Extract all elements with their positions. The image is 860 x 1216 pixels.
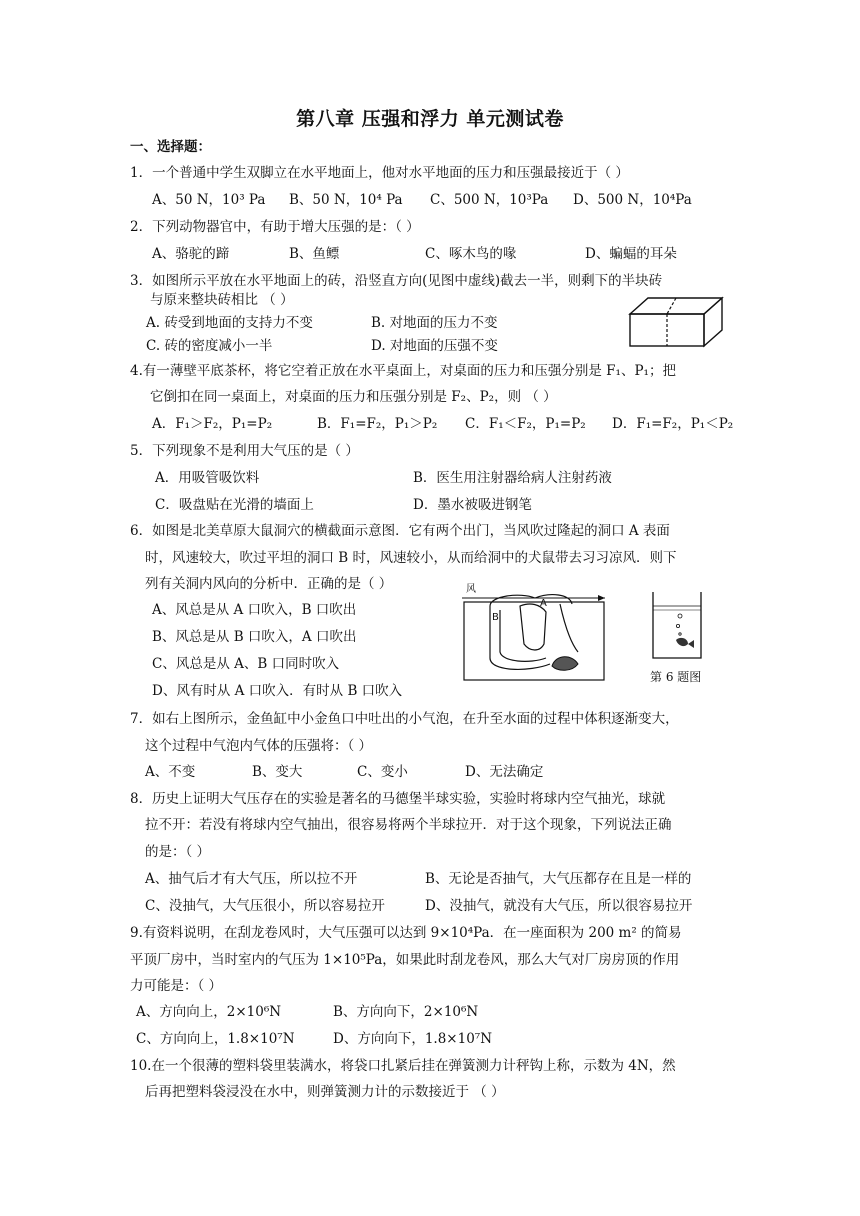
q2-option-d: D、蝙蝠的耳朵 (585, 246, 677, 262)
page-title: 第八章 压强和浮力 单元测试卷 (296, 108, 564, 130)
q6-option-d: D、风有时从 A 口吹入．有时从 B 口吹入 (152, 683, 403, 699)
question-6-text-cont1: 时，风速较大，吹过平坦的洞口 B 时，风速较小，从而给洞中的犬鼠带去习习凉风．则下 (145, 550, 677, 566)
q9-option-b: B、方向向下，2×10⁶N (333, 1004, 479, 1020)
question-5-text: 5．下列现象不是利用大气压的是（ ） (130, 443, 359, 459)
q9-option-c: C、方向向上，1.8×10⁷N (136, 1031, 295, 1047)
q9-option-d: D、方向向下，1.8×10⁷N (333, 1031, 493, 1047)
question-8-text: 8．历史上证明大气压存在的实验是著名的马德堡半球实验，实验时将球内空气抽光，球就 (130, 791, 666, 807)
question-10-text: 10.在一个很薄的塑料袋里装满水，将袋口扎紧后挂在弹簧测力计秤钩上称，示数为 4N，然 (130, 1058, 676, 1074)
q3-option-b: B. 对地面的压力不变 (371, 315, 498, 331)
q5-option-c: C．吸盘贴在光滑的墙面上 (155, 497, 314, 513)
q5-option-a: A．用吸管吸饮料 (155, 470, 260, 486)
q8-option-c: C、没抽气，大气压很小，所以容易拉开 (145, 898, 385, 914)
q1-option-c: C、500 N，10³Pa (430, 192, 549, 208)
q8-option-d: D、没抽气，就没有大气压，所以很容易拉开 (425, 898, 693, 914)
fish-tank-figure (650, 590, 704, 660)
hole-b-label: B (492, 612, 499, 623)
figure-6-caption: 第 6 题图 (650, 670, 702, 684)
q2-option-a: A、骆驼的蹄 (152, 246, 230, 262)
question-1-text: 1．一个普通中学生双脚立在水平地面上，他对水平地面的压力和压强最接近于（ ） (130, 165, 629, 181)
question-7-text-cont: 这个过程中气泡内气体的压强将：（ ） (145, 738, 373, 754)
q4-option-c: C．F₁＜F₂，P₁=P₂ (465, 416, 586, 432)
brick-figure (628, 296, 724, 348)
q6-option-b: B、风总是从 B 口吹入，A 口吹出 (152, 629, 357, 645)
q4-option-d: D．F₁=F₂，P₁＜P₂ (612, 416, 734, 432)
q6-option-c: C、风总是从 A、B 口同时吹入 (152, 656, 340, 672)
q1-option-a: A、50 N，10³ Pa (152, 192, 266, 208)
question-6-text-cont2: 列有关洞内风向的分析中．正确的是（ ） (145, 576, 393, 592)
q3-option-c: C. 砖的密度减小一半 (146, 338, 273, 354)
question-4-text-cont: 它倒扣在同一桌面上，对桌面的压力和压强分别是 F₂、P₂，则 （ ） (150, 389, 557, 405)
question-9-text: 9.有资料说明，在刮龙卷风时，大气压强可以达到 9×10⁴Pa．在一座面积为 200 m² 的简易 (130, 925, 682, 941)
wind-label: 风 (466, 584, 476, 595)
question-9-text-cont2: 力可能是：（ ） (130, 978, 223, 994)
q9-option-a: A、方向向上，2×10⁶N (136, 1004, 282, 1020)
q3-option-d: D. 对地面的压强不变 (371, 338, 498, 354)
question-8-text-cont2: 的是：（ ） (145, 844, 211, 860)
question-8-text-cont1: 拉不开：若没有将球内空气抽出，很容易将两个半球拉开．对于这个现象，下列说法正确 (145, 817, 672, 833)
q7-option-a: A、不变 (145, 764, 196, 780)
q7-option-c: C、变小 (357, 764, 408, 780)
q8-option-a: A、抽气后才有大气压，所以拉不开 (145, 871, 358, 887)
q2-option-b: B、鱼鳔 (289, 246, 340, 262)
question-9-text-cont1: 平顶厂房中，当时室内的气压为 1×10⁵Pa，如果此时刮龙卷风，那么大气对厂房房顶的作用 (130, 952, 680, 968)
q5-option-b: B．医生用注射器给病人注射药液 (413, 470, 612, 486)
hole-a-label: A (540, 598, 547, 609)
q2-option-c: C、啄木鸟的喙 (425, 246, 517, 262)
question-3-text-cont: 与原来整块砖相比 （ ） (150, 292, 294, 308)
question-3-text: 3．如图所示平放在水平地面上的砖，沿竖直方向(见图中虚线)截去一半，则剩下的半块砖 (130, 273, 663, 289)
question-7-text: 7．如右上图所示，金鱼缸中小金鱼口中吐出的小气泡，在升至水面的过程中体积逐渐变大， (130, 711, 679, 727)
q6-option-a: A、风总是从 A 口吹入，B 口吹出 (152, 602, 357, 618)
q3-option-a: A. 砖受到地面的支持力不变 (146, 315, 313, 331)
q5-option-d: D．墨水被吸进钢笔 (413, 497, 532, 513)
question-2-text: 2．下列动物器官中，有助于增大压强的是：（ ） (130, 219, 420, 235)
q1-option-b: B、50 N，10⁴ Pa (289, 192, 403, 208)
q4-option-a: A．F₁＞F₂，P₁=P₂ (152, 416, 273, 432)
q4-option-b: B．F₁=F₂，P₁＞P₂ (317, 416, 438, 432)
question-4-text: 4.有一薄壁平底茶杯，将它空着正放在水平桌面上，对桌面的压力和压强分别是 F₁、P₁；把 (130, 363, 676, 379)
question-6-text: 6．如图是北美草原大鼠洞穴的横截面示意图．它有两个出门，当风吹过隆起的洞口 A 表面 (130, 523, 670, 539)
question-10-text-cont: 后再把塑料袋浸没在水中，则弹簧测力计的示数接近于 （ ） (145, 1084, 505, 1100)
section-heading: 一、选择题： (130, 139, 211, 155)
q1-option-d: D、500 N，10⁴Pa (573, 192, 692, 208)
q7-option-b: B、变大 (252, 764, 303, 780)
q8-option-b: B、无论是否抽气，大气压都存在且是一样的 (425, 871, 692, 887)
q7-option-d: D、无法确定 (465, 764, 544, 780)
burrow-figure (460, 582, 610, 682)
